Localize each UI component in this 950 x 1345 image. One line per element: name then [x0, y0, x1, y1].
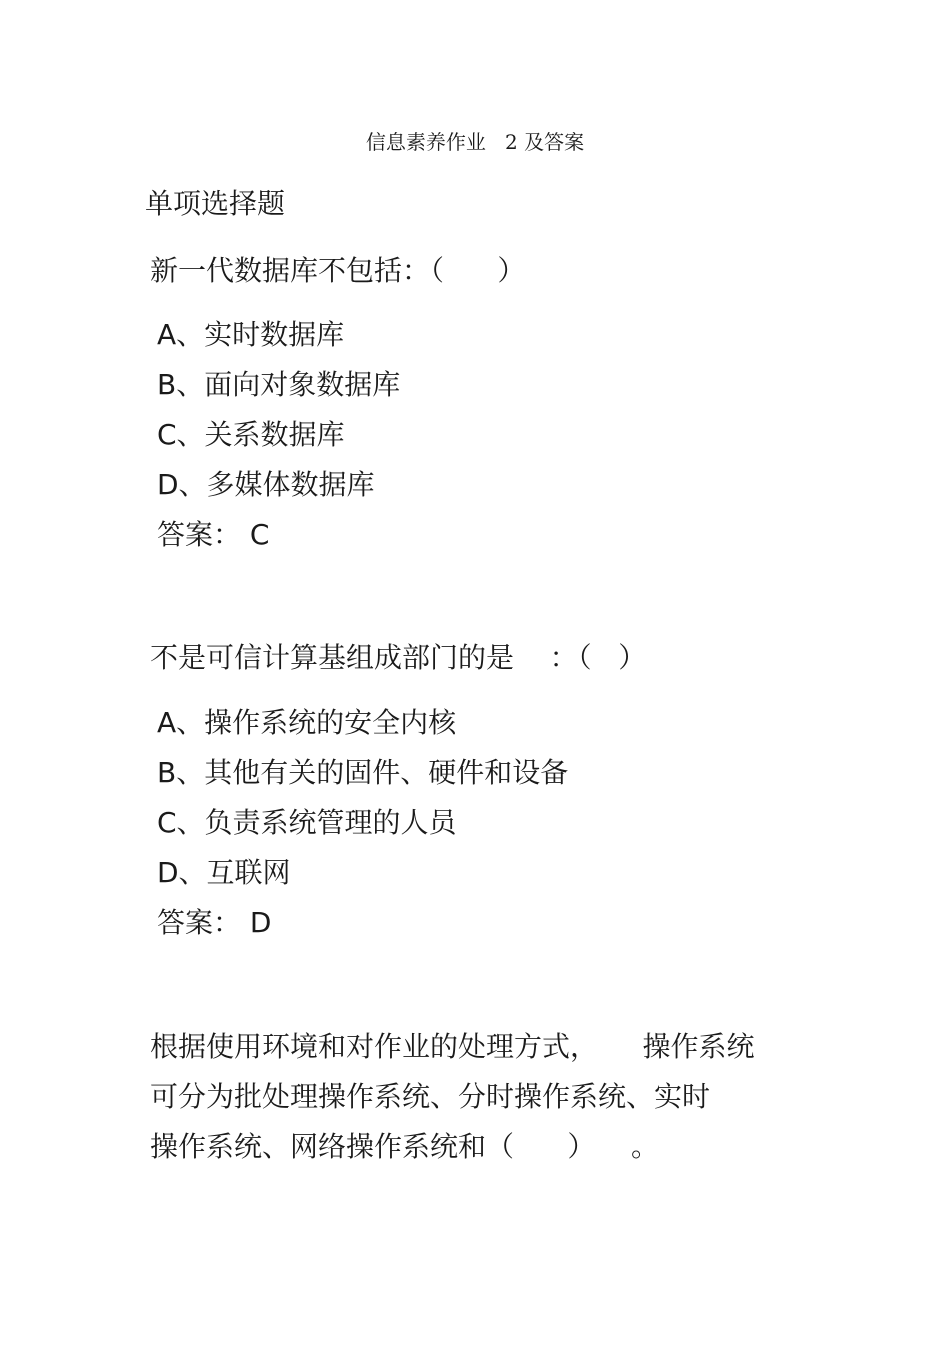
option-a: A、操作系统的安全内核 — [157, 706, 457, 739]
page-title: 信息素养作业 2 及答案 — [365, 130, 585, 154]
option-b: B、面向对象数据库 — [157, 368, 401, 401]
section-heading: 单项选择题 — [145, 187, 286, 220]
question-stem-line-1: 根据使用环境和对作业的处理方式， 操作系统 — [150, 1030, 755, 1063]
option-a: A、实时数据库 — [157, 318, 345, 351]
question-stem-line-2: 可分为批处理操作系统、分时操作系统、实时 — [150, 1080, 711, 1113]
option-d: D、多媒体数据库 — [157, 468, 375, 501]
option-c: C、负责系统管理的人员 — [157, 806, 457, 839]
answer: 答案： D — [157, 906, 272, 939]
question-stem: 新一代数据库不包括：（ ） — [150, 254, 526, 287]
question-stem-line-3: 操作系统、网络操作系统和（ ） 。 — [150, 1130, 660, 1163]
option-d: D、互联网 — [157, 856, 291, 889]
option-c: C、关系数据库 — [157, 418, 345, 451]
question-stem: 不是可信计算基组成部门的是 ：（ ） — [150, 641, 647, 674]
answer: 答案： C — [157, 518, 270, 551]
option-b: B、其他有关的固件、硬件和设备 — [157, 756, 569, 789]
